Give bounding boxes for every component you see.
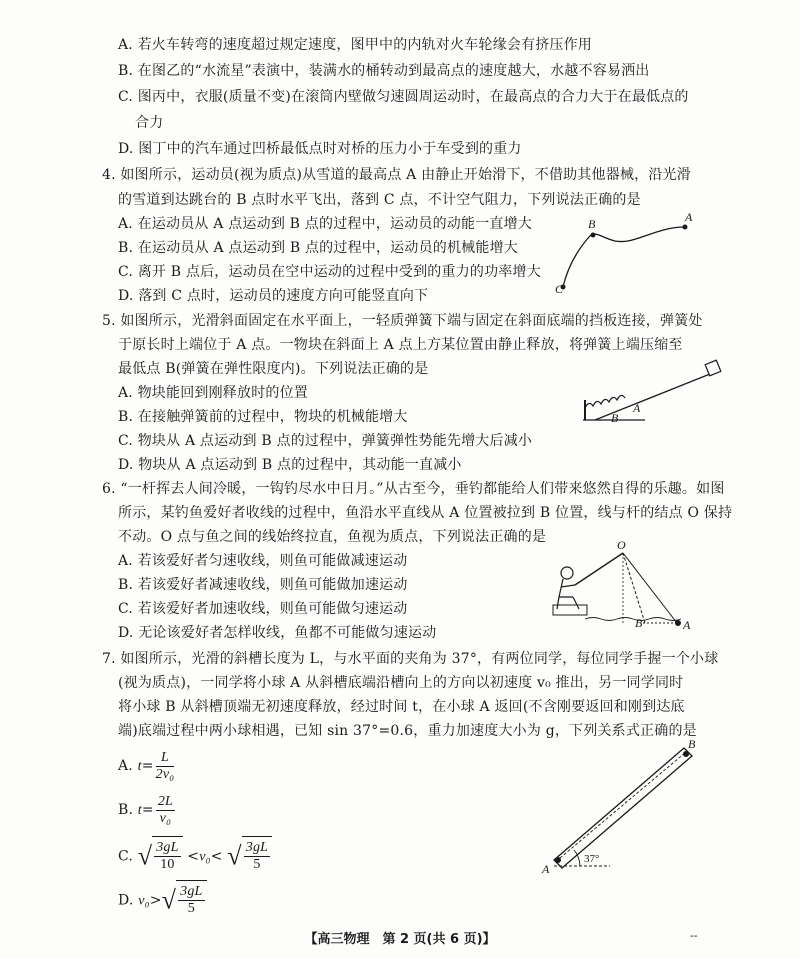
q7-stem-line2: (视为质点)，一同学将小球 A 从斜槽底端沿槽向上的方向以初速度 v₀ 推出，另一同学同时 <box>118 675 684 691</box>
q7-incline-groove-figure <box>540 737 700 876</box>
q5-option-a: A. 物块能回到刚释放时的位置 <box>118 385 309 401</box>
q3-option-c-cont: 合力 <box>135 115 164 131</box>
angle-arc <box>574 850 580 866</box>
q4-option-c: C. 离开 B 点后，运动员在空中运动的过程中受到的重力的功率增大 <box>118 264 541 280</box>
q5-option-d: D. 物块从 A 点运动到 B 点的过程中，其动能一直减小 <box>118 457 462 473</box>
label-b: B <box>611 411 619 425</box>
q6-stem-line1: 6. “一杆挥去人间冷暖，一钩钓尽水中日月。”从古至今，垂钓都能给人们带来悠然自得的乐趣。如图 <box>102 481 725 497</box>
q3-option-a: A. 若火车转弯的速度超过规定速度，图甲中的内轨对火车轮缘会有挤压作用 <box>118 37 593 53</box>
fish <box>675 620 681 626</box>
page-footer: 【高三物理 第 2 页(共 6 页)】 <box>304 932 496 947</box>
q6-fishing-figure <box>545 538 695 635</box>
fishing-rod <box>575 553 623 585</box>
corner-mark: -- <box>690 929 698 942</box>
point-b <box>591 233 596 238</box>
label-b: B <box>635 616 643 630</box>
fisher-seat <box>553 605 587 615</box>
q3-option-c: C. 图丙中，衣服(质量不变)在滚筒内壁做匀速圆周运动时，在最高点的合力大于在最低点的 <box>118 89 689 105</box>
q6-option-d: D. 无论该爱好者怎样收线，鱼都不可能做匀速运动 <box>118 625 437 641</box>
q4-option-d: D. 落到 C 点时，运动员的速度方向可能竖直向下 <box>118 288 429 304</box>
label-a: A <box>683 618 691 632</box>
label-a: A <box>685 210 693 224</box>
fisher-head <box>561 567 573 579</box>
q7-option-b: B. t= $\frac{2L}{\text{v₀}}$ <box>118 793 174 826</box>
angle-label: 37° <box>584 853 600 865</box>
q7-stem-line4: 端)底端过程中两小球相遇，已知 sin 37°=0.6，重力加速度大小为 g，下列关系式正确的是 <box>118 723 697 739</box>
line-o-to-a <box>623 553 677 623</box>
block <box>705 360 721 376</box>
label-a: A <box>542 862 550 876</box>
q6-stem-line2: 所示，某钓鱼爱好者收线的过程中，鱼沿水平直线从 A 位置被拉到 B 位置，线与杆的结点 O 保持 <box>118 505 733 521</box>
q7-option-d: D. v₀>√ $\frac{3gL}{5}$ <box>118 880 207 922</box>
q5-spring-incline-figure <box>575 360 725 430</box>
ball-a <box>555 857 561 863</box>
q6-option-a: A. 若该爱好者匀速收线，则鱼可能做减速运动 <box>118 553 408 569</box>
q3-option-b: B. 在图乙的“水流星”表演中，装满水的桶转动到最高点的速度越大，水越不容易洒出 <box>118 63 650 79</box>
q4-stem-line2: 的雪道到达跳台的 B 点时水平飞出，落到 C 点，不计空气阻力，下列说法正确的是 <box>118 192 641 208</box>
q5-option-c: C. 物块从 A 点运动到 B 点的过程中，弹簧弹性势能先增大后减小 <box>118 433 533 449</box>
point-a <box>683 225 688 230</box>
label-o: O <box>617 538 626 552</box>
q5-option-b: B. 在接触弹簧前的过程中，物块的机械能增大 <box>118 409 408 425</box>
label-b: B <box>688 737 696 751</box>
q5-stem-line2: 于原长时上端位于 A 点。一物块在斜面上 A 点上方某位置由静止释放，将弹簧上端压缩至 <box>118 337 683 353</box>
q7-stem-line3: 将小球 B 从斜槽顶端无初速度释放，经过时间 t，在小球 A 返回(不含刚要返回和刚到达底 <box>118 699 685 715</box>
q4-option-b: B. 在运动员从 A 点运动到 B 点的过程中，运动员的机械能增大 <box>118 240 518 256</box>
q6-stem-line3: 不动。O 点与鱼之间的线始终拉直，鱼视为质点，下列说法正确的是 <box>118 529 547 545</box>
q4-stem-line1: 4. 如图所示，运动员(视为质点)从雪道的最高点 A 由静止开始滑下，不借助其他器械，沿光滑 <box>102 167 691 183</box>
label-c: C <box>555 282 564 296</box>
groove-outer <box>554 748 692 868</box>
q6-option-c: C. 若该爱好者加速收线，则鱼可能做匀速运动 <box>118 601 408 617</box>
ball-b <box>683 751 689 757</box>
q5-stem-line1: 5. 如图所示，光滑斜面固定在水平面上，一轻质弹簧下端与固定在斜面底端的挡板连接，弹簧处 <box>102 313 703 329</box>
groove-inner <box>560 752 686 858</box>
q4-option-a: A. 在运动员从 A 点运动到 B 点的过程中，运动员的动能一直增大 <box>118 216 533 232</box>
q6-option-b: B. 若该爱好者减速收线，则鱼可能做加速运动 <box>118 577 408 593</box>
q7-option-a: A. t= $\frac{L}{\text{2v₀}}$ <box>118 749 175 782</box>
q4-ski-slope-figure <box>555 210 695 296</box>
q7-option-c: C. √ $\frac{3gL}{10}$ <v₀< √ $\frac{3gL}{5}$ <box>118 836 272 878</box>
q7-stem-line1: 7. 如图所示，光滑的斜槽长度为 L，与水平面的夹角为 37°，有两位同学，每位同学手握一个小球 <box>102 651 719 667</box>
q3-option-d: D. 图丁中的汽车通过凹桥最低点时对桥的压力小于车受到的重力 <box>118 141 522 157</box>
label-b: B <box>588 217 596 231</box>
label-a: A <box>633 401 641 415</box>
line-o-to-b <box>623 553 645 623</box>
water-surface <box>585 618 681 621</box>
spring <box>585 395 625 408</box>
ski-slope-curve <box>563 227 685 287</box>
q5-stem-line3: 最低点 B(弹簧在弹性限度内)。下列说法正确的是 <box>118 361 429 377</box>
